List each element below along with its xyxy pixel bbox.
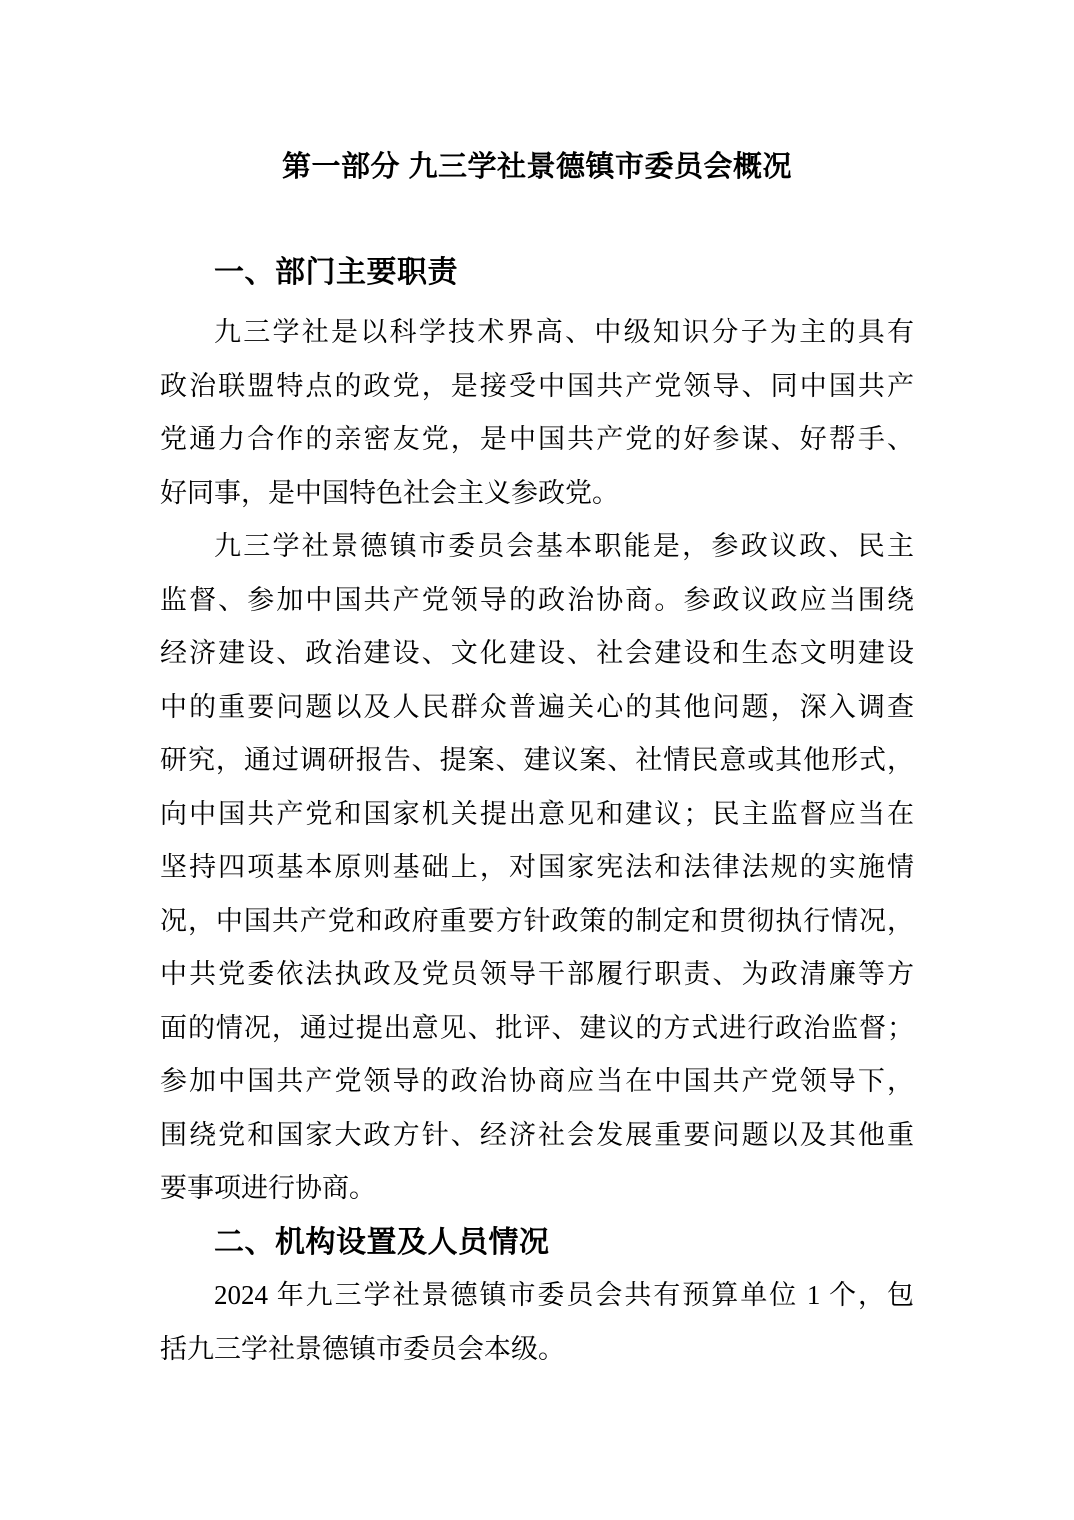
paragraph-1 xyxy=(160,306,914,520)
text-line: 中的重要问题以及人民群众普遍关心的其他问题，深入调查 xyxy=(160,691,914,722)
text-line: 九三学社景德镇市委员会基本职能是，参政议政、民主 xyxy=(214,531,914,561)
text-line: 坚持四项基本原则基础上，对国家宪法和法律法规的实施情 xyxy=(160,852,914,882)
text-line: 况，中国共产党和政府重要方针政策的制定和贯彻执行情况， xyxy=(160,905,914,936)
text-line: 参加中国共产党领导的政治协商应当在中国共产党领导下， xyxy=(160,1066,914,1096)
text-line: 括九三学社景德镇市委员会本级。 xyxy=(160,1333,565,1364)
text-line: 面的情况，通过提出意见、批评、建议的方式进行政治监督； xyxy=(160,1012,914,1043)
text-line: 经济建设、政治建设、文化建设、社会建设和生态文明建设 xyxy=(160,638,914,668)
paragraph-3 xyxy=(160,1269,914,1376)
section-heading-2: 二、机构设置及人员情况 xyxy=(214,1225,550,1259)
text-line: 研究，通过调研报告、提案、建议案、社情民意或其他形式， xyxy=(160,745,914,775)
text-line: 党通力合作的亲密友党，是中国共产党的好参谋、好帮手、 xyxy=(160,424,914,454)
paragraph-2 xyxy=(160,520,914,1216)
document-body xyxy=(160,306,914,1376)
text-line: 监督、参加中国共产党领导的政治协商。参政议政应当围绕 xyxy=(160,584,914,615)
section-heading-1: 一、部门主要职责 xyxy=(214,256,458,289)
text-line: 好同事，是中国特色社会主义参政党。 xyxy=(160,477,619,508)
text-line: 向中国共产党和国家机关提出意见和建议；民主监督应当在 xyxy=(160,798,914,829)
text-line: 要事项进行协商。 xyxy=(160,1173,376,1203)
text-line: 九三学社是以科学技术界高、中级知识分子为主的具有 xyxy=(214,317,914,347)
text-line: 2024 年九三学社景德镇市委员会共有预算单位 1 个，包 xyxy=(214,1280,914,1310)
text-line: 围绕党和国家大政方针、经济社会发展重要问题以及其他重 xyxy=(160,1119,914,1150)
document-title: 第一部分 九三学社景德镇市委员会概况 xyxy=(281,151,793,183)
text-line: 政治联盟特点的政党，是接受中国共产党领导、同中国共产 xyxy=(160,370,914,401)
text-line: 中共党委依法执政及党员领导干部履行职责、为政清廉等方 xyxy=(160,959,914,989)
